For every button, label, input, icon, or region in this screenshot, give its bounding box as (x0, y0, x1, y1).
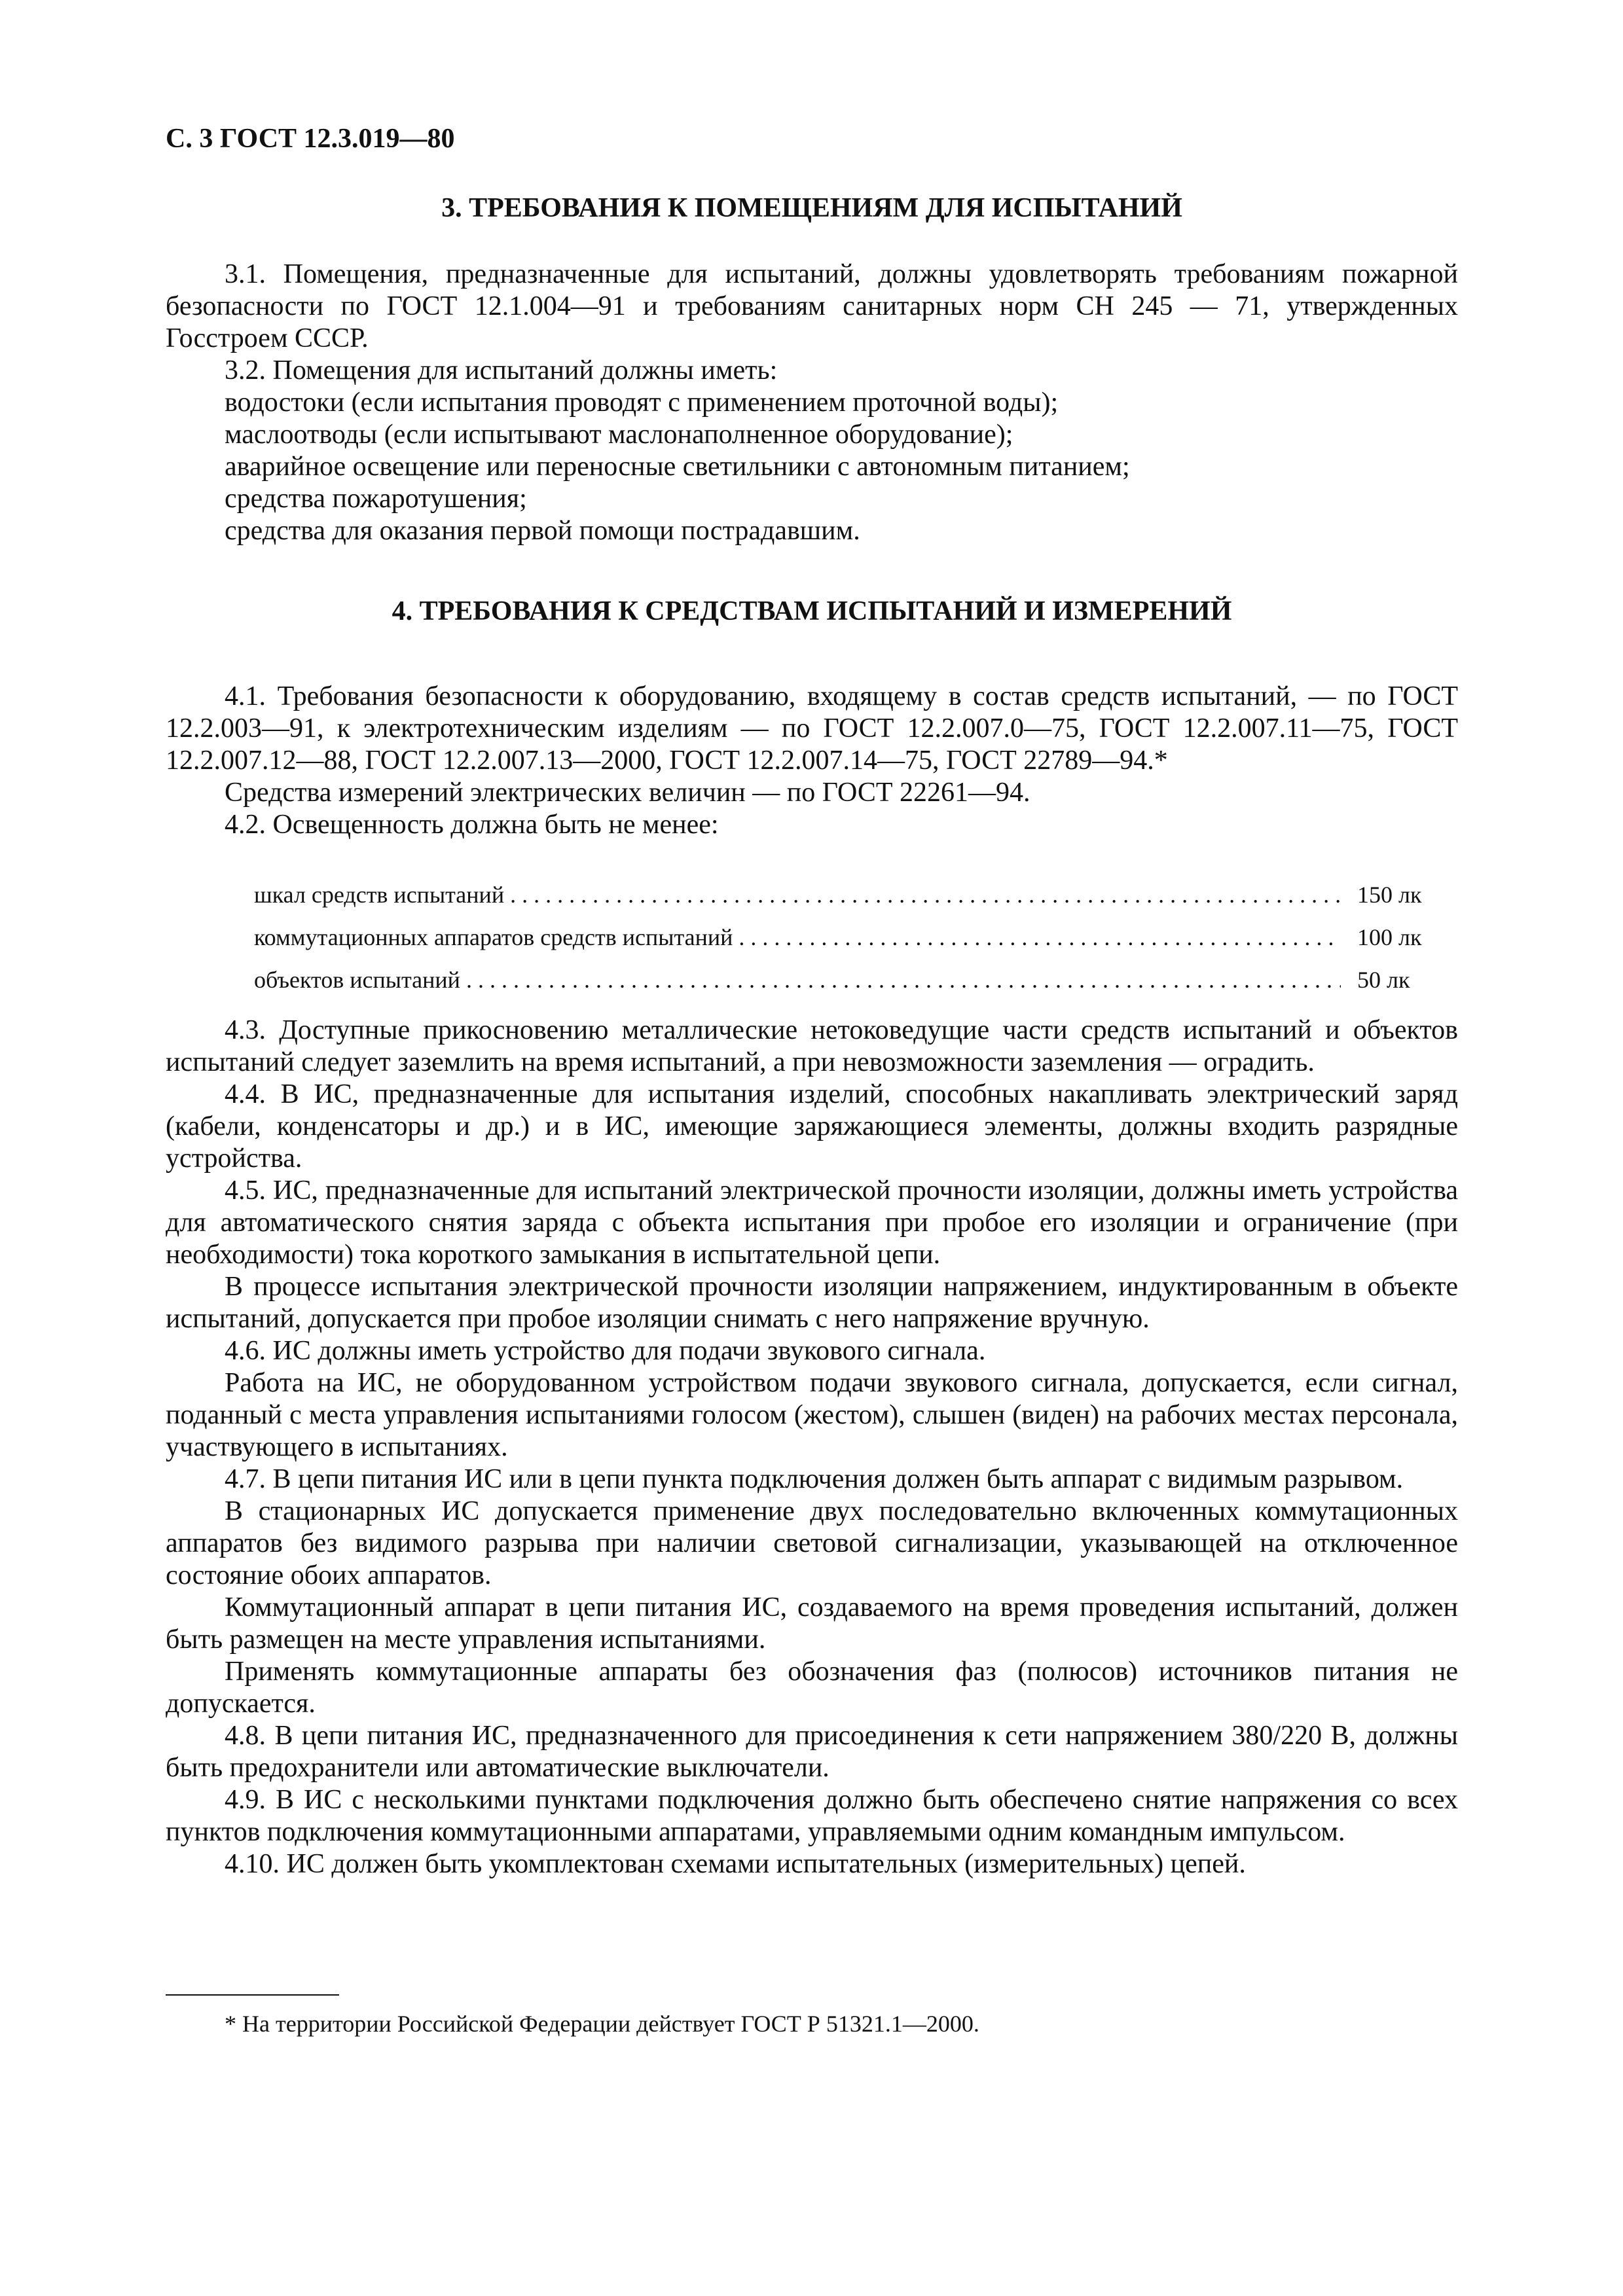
list-item: маслоотводы (если испытывают маслонаполненное оборудование); (225, 420, 1013, 450)
illuminance-row (166, 920, 1458, 962)
section-4-title: 4. ТРЕБОВАНИЯ К СРЕДСТВАМ ИСПЫТАНИЙ И ИЗМЕРЕНИЙ (392, 596, 1232, 626)
list-item: средства для оказания первой помощи пострадавшим. (225, 516, 860, 546)
paragraph-4-1-measurements: Средства измерений электрических величин — по ГОСТ 22261—94. (225, 778, 1030, 808)
illuminance-value: 50 лк (1357, 967, 1410, 993)
section-3-title: 3. ТРЕБОВАНИЯ К ПОМЕЩЕНИЯМ ДЛЯ ИСПЫТАНИЙ (441, 193, 1182, 223)
paragraph-4-7: 4.7. В цепи питания ИС или в цепи пункта подключения должен быть аппарат с видимым разрывом. (225, 1464, 1404, 1494)
section-3-body (166, 259, 1458, 547)
paragraph-3-2: 3.2. Помещения для испытаний должны иметь: (225, 355, 778, 386)
section-4-body (166, 1014, 1458, 1880)
paragraph-4-2: 4.2. Освещенность должна быть не менее: (225, 810, 719, 840)
illuminance-label: коммутационных аппаратов средств испытаний . . . (254, 924, 1341, 951)
section-4-intro (166, 681, 1458, 841)
paragraph-4-9: 4.9. В ИС с несколькими пунктами подключения должно быть обеспечено снятие напряжения со всех пунктов подключения коммутационными аппаратами, управляемыми одним командным импульсом. (166, 1785, 1458, 1847)
paragraph-4-4: 4.4. В ИС, предназначенные для испытания изделий, способных накапливать электрический заряд (кабели, конденсаторы и др.) и в ИС, имеющие заряжающиеся элементы, должны входить разрядные устройства. (166, 1079, 1458, 1174)
list-item: аварийное освещение или переносные светильники с автономным питанием; (225, 452, 1130, 482)
footnote-divider (166, 1994, 339, 1996)
paragraph-4-6-continued: Работа на ИС, не оборудованном устройством подачи звукового сигнала, допускается, если сигнал, поданный с места управления испытаниями голосом (жестом), слышен (виден) на рабочих местах персонала, участвующего в испытаниях. (166, 1368, 1458, 1462)
paragraph-4-7-continued: Коммутационный аппарат в цепи питания ИС, создаваемого на время проведения испытаний, должен быть размещен на месте управления испытаниями. (166, 1592, 1458, 1655)
paragraph-4-7-continued: В стационарных ИС допускается применение двух последовательно включенных коммутационных аппаратов без видимого разрыва при наличии световой сигнализации, указывающей на отключенное состояние обоих аппаратов. (166, 1496, 1458, 1590)
footnote: * На территории Российской Федерации действует ГОСТ Р 51321.1—2000. (225, 2011, 979, 2037)
paragraph-4-1: 4.1. Требования безопасности к оборудованию, входящему в состав средств испытаний, — по ГОСТ 12.2.003—91, к электротехническим изделиям — по ГОСТ 12.2.007.0—75, ГОСТ 12.2.007.11—75, ГОСТ 12.2.007.12—88, ГОСТ 12.2.007.13—2000, ГОСТ 12.2.007.14—75, ГОСТ 22789—94.* (166, 681, 1458, 776)
paragraph-4-6: 4.6. ИС должны иметь устройство для подачи звукового сигнала. (225, 1336, 986, 1366)
illuminance-value: 100 лк (1357, 924, 1422, 950)
paragraph-4-5-continued: В процессе испытания электрической прочности изоляции напряжением, индуктированным в объекте испытаний, допускается при пробое изоляции снимать с него напряжение вручную. (166, 1272, 1458, 1334)
illuminance-value: 150 лк (1357, 882, 1422, 908)
illuminance-row (166, 877, 1458, 920)
illuminance-label: шкал средств испытаний . . . (254, 881, 1341, 908)
illuminance-label: объектов испытаний . . . (254, 966, 1341, 994)
paragraph-3-1: 3.1. Помещения, предназначенные для испытаний, должны удовлетворять требованиям пожарной безопасности по ГОСТ 12.1.004—91 и требованиям санитарных норм СН 245 — 71, утвержденных Госстроем СССР. (166, 259, 1458, 353)
illuminance-row (166, 962, 1458, 1005)
list-item: водостоки (если испытания проводят с применением проточной воды); (225, 387, 1059, 418)
paragraph-4-7-continued: Применять коммутационные аппараты без обозначения фаз (полюсов) источников питания не допускается. (166, 1657, 1458, 1719)
list-item: средства пожаротушения; (225, 484, 527, 514)
paragraph-4-8: 4.8. В цепи питания ИС, предназначенного для присоединения к сети напряжением 380/220 В, должны быть предохранители или автоматические выключатели. (166, 1721, 1458, 1783)
paragraph-4-5: 4.5. ИС, предназначенные для испытаний электрической прочности изоляции, должны иметь устройства для автоматического снятия заряда с объекта испытания при пробое его изоляции и ограничение (при необходимости) тока короткого замыкания в испытательной цепи. (166, 1175, 1458, 1270)
paragraph-4-3: 4.3. Доступные прикосновению металлические нетоковедущие части средств испытаний и объектов испытаний следует заземлить на время испытаний, а при невозможности заземления — оградить. (166, 1015, 1458, 1077)
illuminance-table (166, 877, 1458, 1005)
paragraph-4-10: 4.10. ИС должен быть укомплектован схемами испытательных (измерительных) цепей. (225, 1849, 1246, 1879)
running-head: С. 3 ГОСТ 12.3.019—80 (166, 124, 455, 154)
